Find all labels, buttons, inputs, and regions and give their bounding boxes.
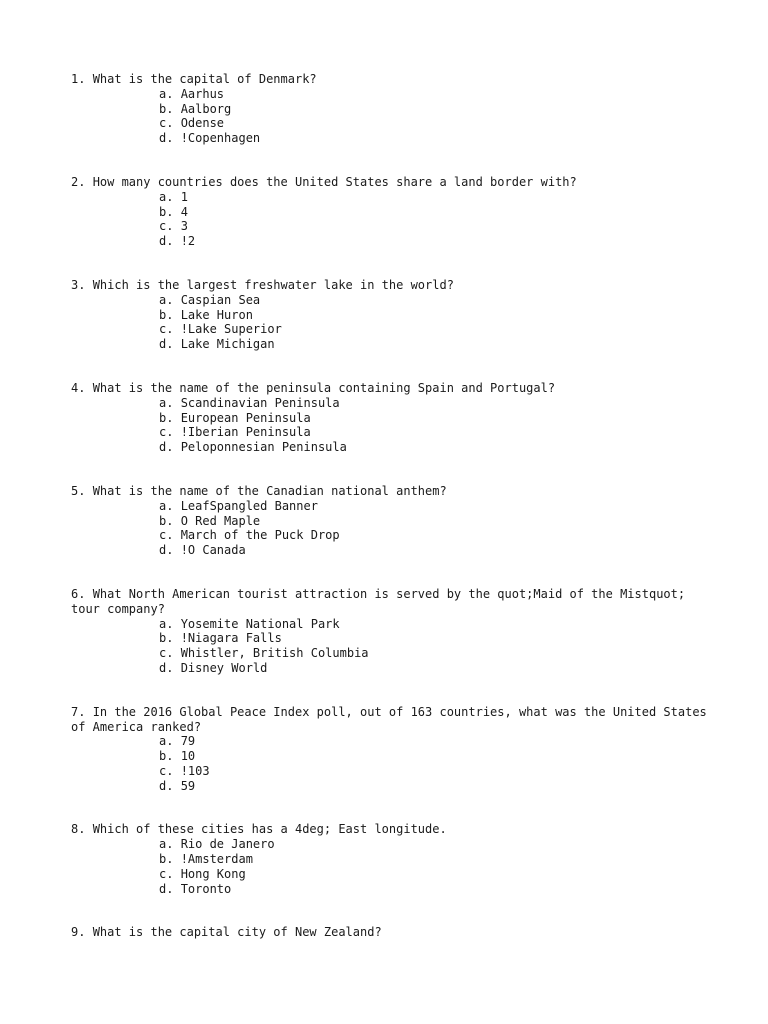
question-6 [71,587,711,676]
option: c. Hong Kong [159,866,246,881]
question-prompt: Which is the largest freshwater lake in the world? [92,277,454,292]
question-1-options [71,87,711,146]
question-8 [71,822,711,896]
option: a. Caspian Sea [159,292,261,307]
question-prompt: How many countries does the United States share a land border with? [92,174,577,189]
question-prompt: What is the name of the peninsula containing Spain and Portugal? [92,380,556,395]
option: d. Peloponnesian Peninsula [159,440,347,455]
option: a. Rio de Janero [159,837,275,852]
question-number: 3. [71,277,86,292]
question-number: 1. [71,72,86,86]
question-2 [71,175,711,249]
question-3-text [71,278,711,293]
option: a. 79 [159,734,196,749]
question-6-text [71,587,711,617]
option: d. 59 [159,778,196,793]
question-number: 4. [71,380,86,395]
option: d. !Copenhagen [159,131,261,146]
option: a. Scandinavian Peninsula [159,395,340,410]
question-3-options [71,293,711,352]
question-number: 2. [71,174,86,189]
option: d. Disney World [159,660,268,675]
option: d. Lake Michigan [159,337,275,352]
question-4-text [71,381,711,396]
option: b. Lake Huron [159,307,253,322]
question-number: 6. [71,586,86,601]
question-number: 5. [71,483,86,498]
option: d. Toronto [159,881,232,896]
question-1-text [71,72,711,87]
question-6-options [71,617,711,676]
option: b. 4 [159,204,188,219]
question-9 [71,925,711,940]
question-number: 9. [71,925,86,940]
question-number: 8. [71,822,86,837]
option: a. Aarhus [159,86,225,101]
option: c. Whistler, British Columbia [159,646,369,661]
option: b. O Red Maple [159,513,261,528]
question-7 [71,704,715,794]
question-4-options [71,396,711,455]
question-2-options [71,190,711,249]
question-prompt: Which of these cities has a 4deg; East longitude. [92,822,447,837]
question-5-options [71,499,711,558]
quiz-document [71,72,715,969]
question-5-text [71,484,711,499]
question-prompt: What is the capital city of New Zealand? [92,925,382,940]
question-1 [71,72,711,146]
question-2-text [71,175,711,190]
question-5 [71,484,711,558]
question-prompt: What North American tourist attraction is served by the quot;Maid of the Mistquot; tour company? [71,586,693,616]
option: a. LeafSpangled Banner [159,498,318,513]
question-9-text [71,925,711,940]
option: c. 3 [159,219,188,234]
option: b. 10 [159,749,196,764]
option: c. March of the Puck Drop [159,528,340,543]
question-prompt: What is the capital of Denmark? [92,72,317,86]
option: b. Aalborg [159,101,232,116]
question-3 [71,278,711,352]
option: c. Odense [159,116,225,131]
question-prompt: In the 2016 Global Peace Index poll, out of 163 countries, what was the United States of America ranked? [71,704,715,734]
question-7-text [71,704,715,735]
question-4 [71,381,711,455]
option: c. !Iberian Peninsula [159,425,311,440]
option: b. !Amsterdam [159,852,253,867]
question-8-text [71,822,711,837]
option: c. !Lake Superior [159,322,282,337]
option: d. !2 [159,234,196,249]
option: b. European Peninsula [159,410,311,425]
question-number: 7. [71,704,86,719]
option: a. Yosemite National Park [159,616,340,631]
question-prompt: What is the name of the Canadian national anthem? [92,483,447,498]
option: d. !O Canada [159,543,246,558]
option: a. 1 [159,189,188,204]
question-7-options [71,734,711,793]
option: c. !103 [159,763,210,778]
question-8-options [71,837,711,896]
option: b. !Niagara Falls [159,631,282,646]
